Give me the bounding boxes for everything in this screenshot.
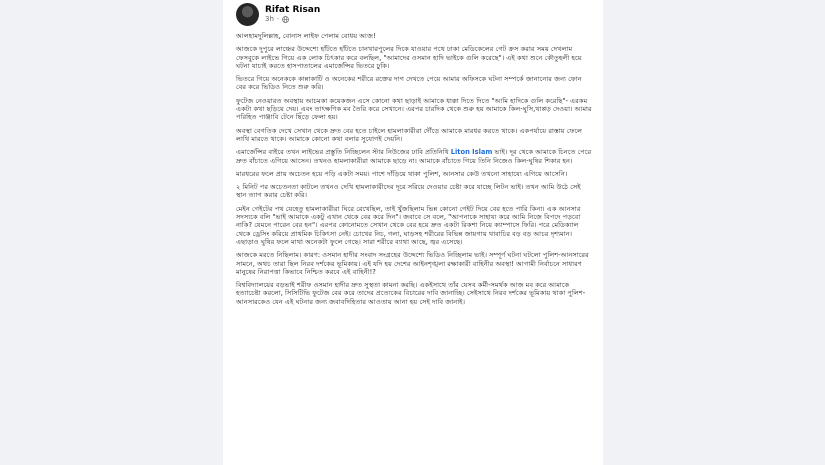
post-paragraph: মেইন গেইটের পথ যেহেতু হামলাকারীরা ঘিরে রেখেছিল, তাই খুঁজছিলাম ভিন্ন কোনো গেইট দিয়ে বের হতে পারি কিনা। এক আনসার সদস্যকে বলি "ভাই আমাকে একটু এখান থেকে বের করে দিন"। জবাবে সে বলে, "আপনাকে সাহায্য করে আমি নিজে বিপদে পড়বো নাকি? যেমনে পারেন বের হন"। এরপর কোনোমতে সেখান থেকে বের হয়ে দ্রুত একটা রিকশা নিয়ে ক্যাম্পাসে ফিরি। পরে মেডিক্যাল থেকে ড্রেসিং করিয়ে প্রাথমিক চিকিৎসা নেই। চোখের নিচ, গলা, ঘাড়সহ শরীরের বিভিন্ন জায়গায় থাবাচির বড় বড় আচর দৃশ্যমান। এছাড়াও ঘুষির ফলে মাথা অনেকটা ফুলে গেছে। সারা শরীরে ব্যাথা আছে, জ্বর এসেছে। bbox=[236, 204, 581, 246]
post-paragraph: বিশ্ববিদ্যালয়ের বড়ভাই শরীফ ওসমান হাদীর দ্রুত সুস্থতা কামনা করছি। একইসাথে তাঁর যেসব কর্মী-সমর্থক আজ মব করে আমাকে হত্যাচেষ্টা করলো, সিসিটিভি ফুটেজ বের করে তাদের প্রত্যেকের বিচারের দাবি জানাচ্ছি। সেইসাথে নিরব দর্শকের ভূমিকায় থাকা পুলিশ-আনসারকেও যেন এই ঘটনার জন্য জবাবদিহিতার আওতায় আনা হয় সেই দাবি জানাই। bbox=[236, 281, 586, 306]
post-paragraph: ২ মিনিট পর অচেতনতা কাটলে তখনও দেখি হামলাকারীদের দূরে সরিয়ে দেওয়ার চেষ্টা করে যাচ্ছে লিটন ভাই। তখন আমি উঠে সেই স্থান ত্যাগ করার চেষ্টা করি। bbox=[236, 183, 581, 200]
post-paragraph: ভিতরে গিয়ে অনেককে কান্নাকাটি ও অনেকের শরীরে রক্তের দাগ দেখতে পেয়ে আমার অফিসকে ঘটনা সম্পর্কে জানানোর জন্য ফোন বের করে ভিডিও নিতে শুরু করি। bbox=[236, 75, 582, 92]
post-paragraph: আলহামদুলিল্লাহ, বোনাস লাইফ পেলাম বোধয় আজ! bbox=[236, 32, 376, 40]
post-paragraph: আজকে দুপুরে লাঞ্চের উদ্দেশ্যে হাঁটতে হাঁটতে চানখারপুলের দিকে যাওয়ার পথে ঢাকা মেডিকেলের গেট ক্রস করার সময় দেখলাম ফেসবুকে লাইভে গিয়ে এক লোক চিৎকার করে বলছিল, "আমাদের ওসমান হাদি ভাইকে গুলি করেছে"। এই কথা শুনে কৌতুহলী হয়ে ঘটনা যাচাই করতে হাসপাতালের এমার্জেন্সির ভিতরে ঢুকি। bbox=[236, 45, 582, 70]
globe-icon bbox=[282, 16, 289, 23]
mention-link[interactable]: Liton Islam bbox=[450, 148, 493, 157]
post-paragraph: আজকে মরতে নিছিলাম। কারণ: ওসমান হাদীর সংবাদ সংগ্রহের উদ্দেশ্যে ভিডিও নিচ্ছিলাম ভাই। সম্পূর্ণ ঘটনা ঘটলো পুলিশ-আনসারের সামনে, অথচ তারা ছিল নিরব দর্শকের ভূমিকায়। এই যদি হয় দেশের আইনশৃঙ্খলা রক্ষাকারী বাহিনীর অবস্থা! আগামী নির্বাচনে সাধারণ মানুষের নিরাপত্তা কিভাবে নিশ্চিত করবে এই বাহিনী!? bbox=[236, 251, 589, 276]
post-paragraph-with-mention: এমার্জেন্সির বাইরে তখন লাইভের প্রস্তুতি নিচ্ছিলেন স্টার নিউজের ঢাবি প্রতিনিধি Liton Islam ভাই। দূর থেকে আমাকে চিনতে পেরে দ্রুত বাঁচাতে এগিয়ে আসেন। তখনও হামলাকারীরা আমাকে ছাড়ে না। আমাকে বাঁচাতে গিয়ে তিনি নিজেও কিল-ঘুষির শিকার হন। bbox=[236, 148, 592, 165]
post-timestamp[interactable]: 3h bbox=[265, 14, 274, 23]
author-name[interactable]: Rifat Risan bbox=[265, 4, 321, 15]
post-meta bbox=[265, 6, 320, 24]
post-body bbox=[223, 30, 603, 306]
avatar[interactable] bbox=[236, 3, 259, 26]
post-time-row bbox=[265, 16, 320, 24]
post-paragraph: অবস্থা বেগতিক দেখে সেখান থেকে দ্রুত বের হতে চাইলে হামলাকারীরা দৌঁড়ে আমাকে মারধর করতে থাকে। একপর্যায়ে রাস্তায় ফেলে লাথি মারতে থাকে। আমাকে কোনো কথা বলার সুযোগই দেয়নি। bbox=[236, 126, 583, 143]
facebook-post bbox=[223, 0, 603, 465]
time-separator: · bbox=[276, 14, 280, 23]
post-paragraph: ফুটেজ নেওয়ারত অবস্থায় আচমকা কয়েকজন এসে কোনো কথা ছাড়াই আমাকে ধাক্কা দিতে দিতে "আমি হাদিকে গুলি করেছি"- এরকম একটা কথা ছড়িয়ে দেয়। এবং তাৎক্ষণিক মব তৈরি করে সেখানে। এরপর চারদিক থেকে শুরু হয় আমাকে কিল-ঘুসি,থাপ্পড় দেওয়া। আমার পরিহিত পাঞ্জাবি টেনে ছিঁড়ে ফেলা হয়। bbox=[236, 96, 592, 122]
post-header bbox=[223, 0, 603, 30]
post-paragraph: মারধরের ফলে প্রায় অচেতন হয়ে পড়ি একটা সময়। পাশে দাঁড়িয়ে থাকা পুলিশ, আনসার কেউ তখনো সাহায্যে এগিয়ে আসেনি। bbox=[236, 169, 568, 178]
